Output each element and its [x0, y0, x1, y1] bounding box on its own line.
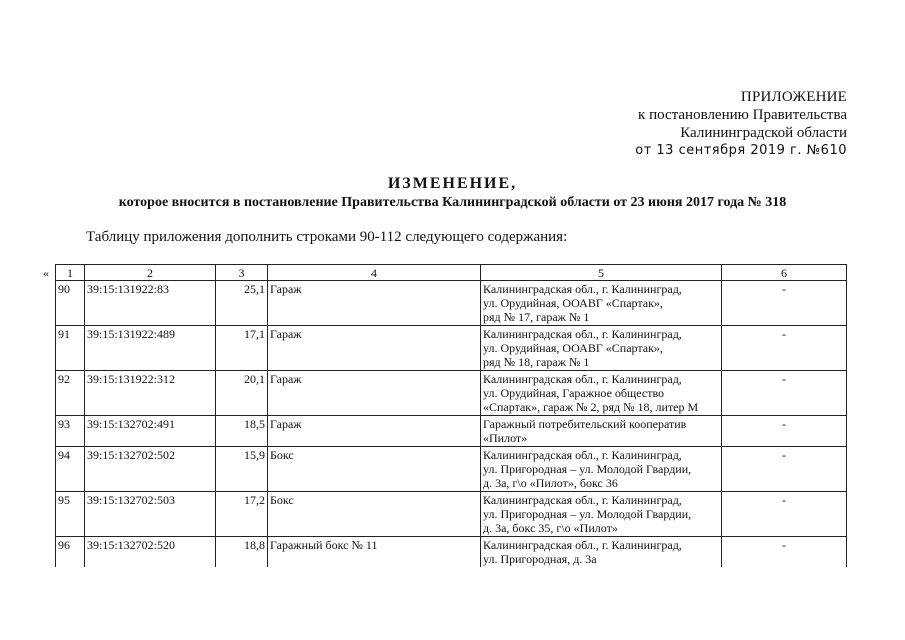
column-header: 3: [216, 265, 268, 281]
document-subtitle: которое вносится в постановление Правительства Калининградской области от 23 июня 2017 года № 318: [118, 195, 787, 210]
address-line: ул. Пригородная, д. 3а: [483, 552, 597, 566]
table-row: [56, 416, 847, 447]
address-line: ул. Пригородная – ул. Молодой Гвардии,: [483, 507, 692, 521]
appendix-date: от 13 сентября 2019 г. №610: [635, 143, 847, 158]
table-header-row: [56, 265, 847, 281]
address-cell: [481, 281, 722, 326]
note-cell: -: [722, 492, 847, 537]
address-line: д. 3а, бокс 35, г\о «Пилот»: [483, 521, 618, 535]
address-cell: [481, 447, 722, 492]
address-line: Калининградская обл., г. Калининград,: [483, 282, 682, 296]
address-line: «Спартак», гараж № 2, ряд № 18, литер М: [483, 400, 699, 414]
object-type-cell: Гараж: [268, 326, 481, 371]
table-row: [56, 326, 847, 371]
note-cell: -: [722, 326, 847, 371]
intro-paragraph: Таблицу приложения дополнить строками 90-112 следующего содержания:: [86, 229, 568, 245]
column-header: 1: [56, 265, 85, 281]
address-line: «Пилот»: [483, 431, 528, 445]
area-cell: 18,8: [216, 537, 268, 568]
address-line: ул. Орудийная, ООАВГ «Спартак»,: [483, 341, 663, 355]
address-line: ул. Орудийная, Гаражное общество: [483, 386, 665, 400]
address-line: ряд № 17, гараж № 1: [483, 310, 590, 324]
area-cell: 17,1: [216, 326, 268, 371]
address-line: Калининградская обл., г. Калининград,: [483, 493, 682, 507]
table-row: [56, 492, 847, 537]
row-number-cell: 93: [56, 416, 85, 447]
cadastral-number-cell: 39:15:132702:503: [85, 492, 216, 537]
cadastral-number-cell: 39:15:132702:520: [85, 537, 216, 568]
note-cell: -: [722, 281, 847, 326]
object-type-cell: Гараж: [268, 281, 481, 326]
address-cell: [481, 492, 722, 537]
address-line: ул. Орудийная, ООАВГ «Спартак»,: [483, 296, 663, 310]
row-number-cell: 90: [56, 281, 85, 326]
address-line: ул. Пригородная – ул. Молодой Гвардии,: [483, 462, 692, 476]
row-number-cell: 92: [56, 371, 85, 416]
appendix-line: Калининградской области: [680, 125, 847, 141]
note-cell: -: [722, 537, 847, 568]
area-cell: 20,1: [216, 371, 268, 416]
address-line: д. 3а, г\о «Пилот», бокс 36: [483, 476, 618, 490]
column-header: 6: [722, 265, 847, 281]
document-title: ИЗМЕНЕНИЕ,: [387, 175, 518, 192]
table-row: [56, 371, 847, 416]
object-type-cell: Гараж: [268, 416, 481, 447]
object-type-cell: Бокс: [268, 492, 481, 537]
cadastral-number-cell: 39:15:132702:491: [85, 416, 216, 447]
object-type-cell: Бокс: [268, 447, 481, 492]
address-cell: [481, 326, 722, 371]
column-header: 5: [481, 265, 722, 281]
table-row: [56, 537, 847, 568]
address-line: Калининградская обл., г. Калининград,: [483, 538, 682, 552]
address-line: ряд № 18, гараж № 1: [483, 355, 590, 369]
amendment-table: [55, 264, 847, 567]
note-cell: -: [722, 447, 847, 492]
cadastral-number-cell: 39:15:131922:312: [85, 371, 216, 416]
area-cell: 15,9: [216, 447, 268, 492]
note-cell: -: [722, 371, 847, 416]
opening-quote-mark: «: [43, 266, 49, 280]
address-line: Калининградская обл., г. Калининград,: [483, 372, 682, 386]
row-number-cell: 94: [56, 447, 85, 492]
address-line: Калининградская обл., г. Калининград,: [483, 327, 682, 341]
address-cell: [481, 537, 722, 568]
address-line: Калининградская обл., г. Калининград,: [483, 448, 682, 462]
cadastral-number-cell: 39:15:131922:83: [85, 281, 216, 326]
row-number-cell: 91: [56, 326, 85, 371]
appendix-block: [635, 88, 847, 160]
note-cell: -: [722, 416, 847, 447]
area-cell: 18,5: [216, 416, 268, 447]
object-type-cell: Гаражный бокс № 11: [268, 537, 481, 568]
address-cell: [481, 371, 722, 416]
table-row: [56, 447, 847, 492]
row-number-cell: 95: [56, 492, 85, 537]
appendix-line: к постановлению Правительства: [638, 107, 847, 123]
cadastral-number-cell: 39:15:132702:502: [85, 447, 216, 492]
object-type-cell: Гараж: [268, 371, 481, 416]
row-number-cell: 96: [56, 537, 85, 568]
cadastral-number-cell: 39:15:131922:489: [85, 326, 216, 371]
address-cell: [481, 416, 722, 447]
appendix-heading: ПРИЛОЖЕНИЕ: [740, 89, 847, 105]
table-row: [56, 281, 847, 326]
address-line: Гаражный потребительский кооператив: [483, 417, 687, 431]
area-cell: 17,2: [216, 492, 268, 537]
column-header: 4: [268, 265, 481, 281]
column-header: 2: [85, 265, 216, 281]
area-cell: 25,1: [216, 281, 268, 326]
